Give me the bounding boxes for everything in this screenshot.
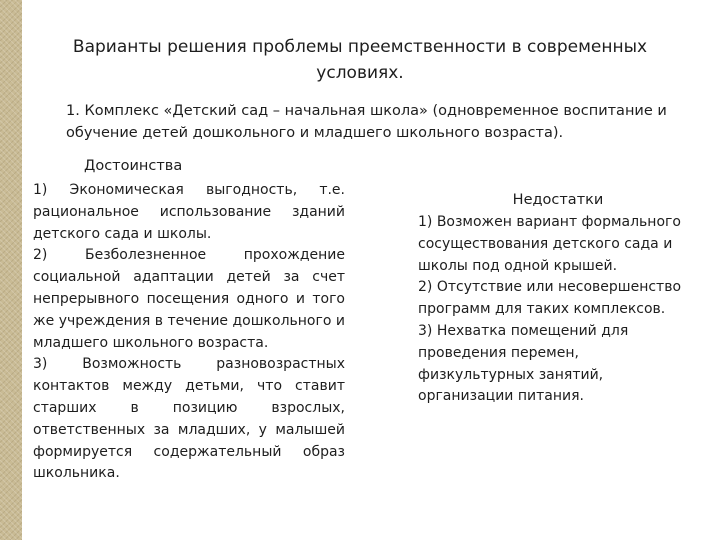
disadvantages-list <box>418 212 698 408</box>
slide-title <box>40 34 680 86</box>
advantage-item-2: 2) Безболезненное прохождение социальной адаптации детей за счет непрерывного посещения одного и того же учреждения в течение дошкольного и младшего школьного возраста. <box>33 247 345 351</box>
disadvantages-heading: Недостатки <box>512 192 604 208</box>
advantages-heading: Достоинства <box>84 158 183 174</box>
advantages-list <box>33 180 345 485</box>
slide-title-line-1: Варианты решения проблемы преемственности в современных <box>72 37 648 57</box>
disadvantage-item-2: 2) Отсутствие или несовершенство программ для таких комплексов. <box>418 279 682 318</box>
slide-title-line-2: условиях. <box>316 63 404 83</box>
advantage-item-1: 1) Экономическая выгодность, т.е. рациональное использование зданий детского сада и школы. <box>33 182 345 242</box>
intro-paragraph: 1. Комплекс «Детский сад – начальная школа» (одновременное воспитание и обучение детей дошкольного и младшего школьного возраста). <box>66 103 667 141</box>
decorative-side-strip <box>0 0 22 540</box>
advantage-item-3: 3) Возможность разновозрастных контактов между детьми, что ставит старших в позицию взрослых, ответственных за младших, у малышей формируется содержательный образ школьника. <box>33 356 345 482</box>
disadvantage-item-1: 1) Возможен вариант формального сосуществования детского сада и школы под одной крышей. <box>418 214 681 274</box>
disadvantage-item-3: 3) Нехватка помещений для проведения перемен, физкультурных занятий, организации питания. <box>418 322 629 405</box>
